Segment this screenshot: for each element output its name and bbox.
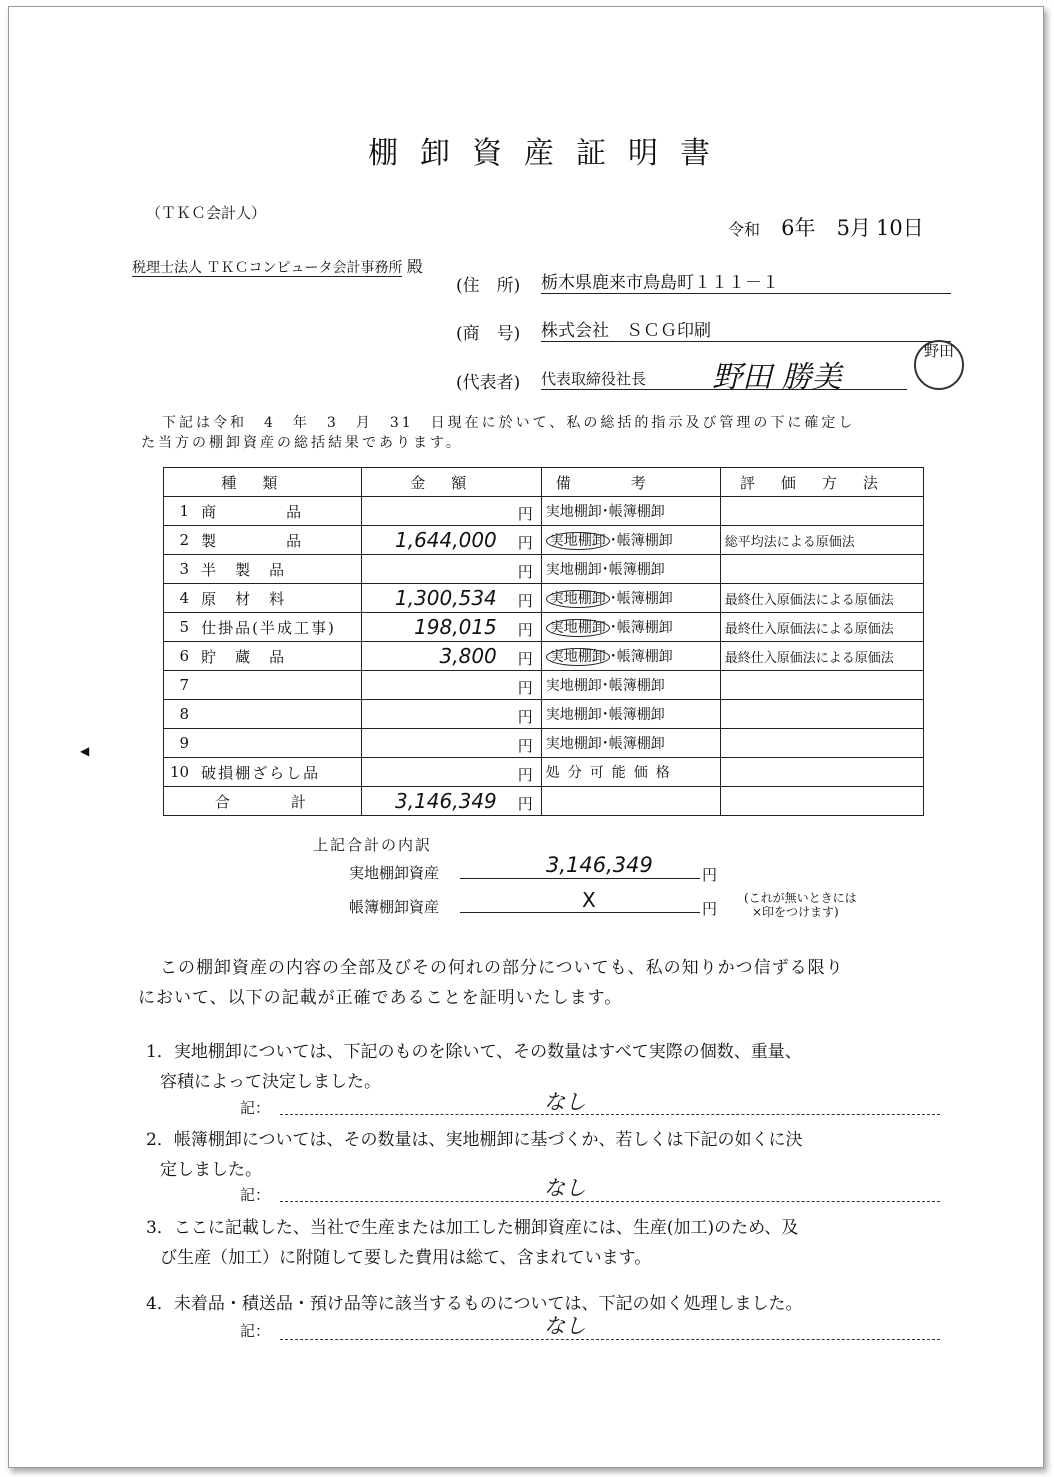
date-year: 6年 [781,216,816,240]
breakdown-note [744,891,857,919]
item-4-answer: なし [544,1314,586,1338]
row-method [720,729,923,758]
row-method: 最終仕入原価法による原価法 [720,642,923,671]
yen-label: 円 [517,766,533,784]
header-method: 評価方法 [720,468,923,497]
row-amount-cell [361,758,541,787]
table-row [164,758,924,787]
row-number: 7 [164,671,196,700]
representative-label: (代表者) [456,373,521,393]
note-book: 帳簿棚卸 [616,620,673,636]
item-2-line-1: 2．帳簿棚卸については、その数量は、実地棚卸に基づくか、若しくは下記の如くに決 [146,1130,803,1150]
row-method: 最終仕入原価法による原価法 [720,584,923,613]
breakdown-note-line-2: ×印をつけます) [752,905,839,919]
table-row [164,700,924,729]
intro-line-1: 下記は令和 4 年 3 月 31 日現在に於いて、私の総括的指示及び管理の下に確定し [162,415,856,431]
row-amount: 1,644,000 [394,528,497,552]
breakdown-note-line-1: (これが無いときには [744,891,857,905]
row-kind: 製 品 [195,526,361,555]
row-kind: 商 品 [195,497,361,526]
note-book: 帳簿棚卸 [616,649,673,665]
row-note-cell [541,613,720,642]
yen-label: 円 [517,737,533,755]
note-physical: 実地棚卸 [545,678,602,694]
row-number: 5 [164,613,196,642]
representative-signature: 野田 勝美 [712,360,842,395]
item-2-line-2: 定しました。 [160,1160,262,1180]
row-number: 9 [164,729,196,758]
item-1-line-1: 1．実地棚卸については、下記のものを除いて、その数量はすべて実際の個数、重量、 [146,1042,802,1062]
row-method [720,700,923,729]
table-row [164,555,924,584]
item-3-line-2: び生産（加工）に附随して要した費用は総て、含まれています。 [160,1248,652,1268]
row-kind: 破損棚ざらし品 [195,758,361,787]
recipient [132,254,423,277]
row-method [720,671,923,700]
note-physical: 実地棚卸 [546,532,610,550]
row-method [720,555,923,584]
yen-label: 円 [517,505,533,523]
certification-line-1: この棚卸資産の内容の全部及びその何れの部分についても、私の知りかつ信ずる限り [160,958,844,978]
row-number: 8 [164,700,196,729]
note-separator: ･ [601,562,609,578]
row-number: 10 [164,758,196,787]
row-kind: 半 製 品 [195,555,361,584]
header-note: 備考 [541,468,720,497]
inventory-table [163,467,924,816]
row-amount: 1,300,534 [394,586,497,610]
row-number: 6 [164,642,196,671]
row-note-cell [541,642,720,671]
date-era: 令和 [728,220,761,239]
row-amount-cell [361,555,541,584]
row-kind [195,729,361,758]
row-amount-cell [361,700,541,729]
breakdown-book-line [460,912,700,913]
note-physical: 実地棚卸 [545,562,602,578]
margin-triangle-marker: ◀ [80,744,90,758]
note-separator: ･ [601,678,609,694]
note-separator: ･ [609,533,617,549]
item-3-line-1: 3．ここに記載した、当社で生産または加工した棚卸資産には、生産(加工)のため、及 [146,1218,799,1238]
note-book: 帳簿棚卸 [608,562,665,578]
note-book: 帳簿棚卸 [608,707,665,723]
row-amount-cell [361,497,541,526]
breakdown-physical-yen: 円 [702,866,718,884]
row-number: 4 [164,584,196,613]
row-note-cell [541,700,720,729]
breakdown-heading: 上記合計の内訳 [313,836,433,854]
row-method [720,497,923,526]
total-method-cell [720,787,923,816]
table-row [164,671,924,700]
header-kind: 種類 [164,468,362,497]
total-amount-cell [361,787,541,816]
note-book: 帳簿棚卸 [608,504,665,520]
row-amount-cell [361,613,541,642]
yen-label: 円 [517,592,533,610]
certification-line-2: において、以下の記載が正確であることを証明いたします。 [138,988,623,1008]
yen-label: 円 [517,650,533,668]
note-physical: 実地棚卸 [546,619,610,637]
item-2-answer: なし [544,1176,586,1200]
row-amount-cell [361,729,541,758]
representative-title: 代表取締役社長 [541,370,647,388]
note-physical: 実地棚卸 [545,736,602,752]
tkc-label: （ＴＫＣ会計人） [146,204,267,222]
breakdown-physical-label: 実地棚卸資産 [349,864,440,882]
item-2-answer-line [280,1200,940,1202]
note-disposal: 処分可能価格 [545,765,678,781]
breakdown-physical-value: 3,146,349 [546,853,653,877]
row-amount-cell [361,671,541,700]
item-4-answer-line [280,1338,940,1340]
note-physical: 実地棚卸 [546,590,610,608]
note-physical: 実地棚卸 [546,648,610,666]
row-method: 最終仕入原価法による原価法 [720,613,923,642]
yen-label: 円 [517,795,533,813]
item-1-ki: 記： [240,1099,271,1117]
row-number: 3 [164,555,196,584]
note-book: 帳簿棚卸 [616,533,673,549]
row-note-cell [541,758,720,787]
item-1-line-2: 容積によって決定しました。 [160,1072,381,1092]
row-amount-cell [361,642,541,671]
row-number: 1 [164,497,196,526]
note-separator: ･ [609,591,617,607]
item-1-answer-line [280,1113,940,1115]
yen-label: 円 [517,621,533,639]
note-physical: 実地棚卸 [545,504,602,520]
date-day: 10日 [876,216,924,240]
row-method [720,758,923,787]
row-note-cell [541,555,720,584]
intro-line-2: た当方の棚卸資産の総括結果であります。 [141,435,463,451]
row-amount-cell [361,584,541,613]
item-2-ki: 記： [240,1186,271,1204]
row-amount-cell [361,526,541,555]
breakdown-book-yen: 円 [702,900,718,918]
row-note-cell [541,497,720,526]
row-amount: 3,800 [439,644,497,668]
yen-label: 円 [517,534,533,552]
yen-label: 円 [517,679,533,697]
table-row [164,497,924,526]
table-row [164,584,924,613]
row-kind [195,700,361,729]
table-row [164,729,924,758]
company-value: 株式会社 ＳＣＧ印刷 [541,316,951,342]
address-label: (住 所) [456,276,521,296]
note-book: 帳簿棚卸 [608,736,665,752]
date-month: 5月 [836,216,871,240]
row-number: 2 [164,526,196,555]
note-separator: ･ [609,649,617,665]
personal-seal: 野田 [914,340,964,390]
recipient-honorific: 殿 [406,257,423,276]
address-value: 栃木県鹿来市鳥島町１１１－１ [541,268,951,294]
total-label: 合 計 [164,787,362,816]
note-book: 帳簿棚卸 [608,678,665,694]
row-note-cell [541,526,720,555]
total-row [164,787,924,816]
note-physical: 実地棚卸 [545,707,602,723]
breakdown-physical-line [460,878,700,879]
company-label: (商 号) [456,324,521,344]
total-note-cell [541,787,720,816]
row-note-cell [541,584,720,613]
row-kind: 貯 蔵 品 [195,642,361,671]
breakdown-book-label: 帳簿棚卸資産 [349,898,440,916]
table-row [164,526,924,555]
row-kind [195,671,361,700]
item-4-ki: 記： [240,1322,271,1340]
row-note-cell [541,729,720,758]
note-separator: ･ [609,620,617,636]
yen-label: 円 [517,708,533,726]
header-amount: 金額 [361,468,541,497]
breakdown-book-value: X [582,888,596,912]
table-row [164,642,924,671]
total-amount: 3,146,349 [394,789,497,813]
row-kind: 仕掛品(半成工事) [195,613,361,642]
table-header-row [164,468,924,497]
note-separator: ･ [601,707,609,723]
recipient-name: 税理士法人 ＴＫＣコンピュータ会計事務所 [132,260,403,276]
row-amount: 198,015 [414,615,497,639]
document-title: 棚卸資産証明書 [368,136,732,171]
item-4-line-1: 4．未着品・積送品・預け品等に該当するものについては、下記の如く処理しました。 [146,1294,803,1314]
row-kind: 原 材 料 [195,584,361,613]
note-separator: ･ [601,504,609,520]
row-note-cell [541,671,720,700]
yen-label: 円 [517,563,533,581]
item-1-answer: なし [544,1090,586,1114]
note-book: 帳簿棚卸 [616,591,673,607]
issue-date [728,212,924,242]
row-method: 総平均法による原価法 [720,526,923,555]
note-separator: ･ [601,736,609,752]
table-row [164,613,924,642]
